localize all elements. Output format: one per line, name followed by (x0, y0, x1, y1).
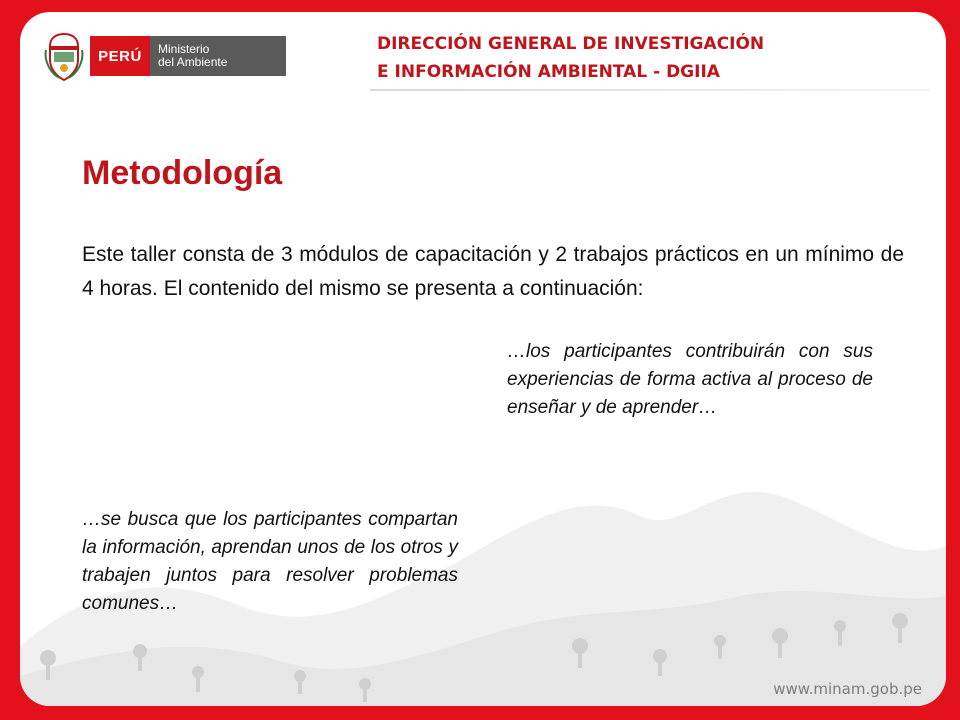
ministry-line-2: del Ambiente (158, 55, 228, 69)
peru-label: PERÚ (90, 36, 150, 76)
ministry-label (150, 36, 286, 76)
directorate-title-line-2: E INFORMACIÓN AMBIENTAL - DGIIA (377, 62, 720, 82)
ministry-line-1: Ministerio (158, 42, 210, 56)
footer-url: www.minam.gob.pe (773, 680, 922, 698)
header-divider (370, 89, 930, 91)
directorate-title (377, 30, 764, 86)
coat-of-arms-icon (44, 30, 84, 82)
directorate-title-line-1: DIRECCIÓN GENERAL DE INVESTIGACIÓN (377, 34, 765, 54)
slide-card (20, 12, 946, 706)
page-title: Metodología (82, 154, 283, 192)
quote-share-information: …se busca que los participantes compartan la información, aprendan unos de los otros y trabajen juntos para resolver problemas comunes… (82, 509, 458, 614)
quote-participants-contribute: …los participantes contribuirán con sus experiencias de forma activa al proceso de enseñar y de aprender… (507, 341, 873, 418)
intro-paragraph: Este taller consta de 3 módulos de capacitación y 2 trabajos prácticos en un mínimo de 4 horas. El contenido del mismo se presenta a continuación: (82, 243, 904, 300)
ministry-logo (44, 28, 286, 84)
